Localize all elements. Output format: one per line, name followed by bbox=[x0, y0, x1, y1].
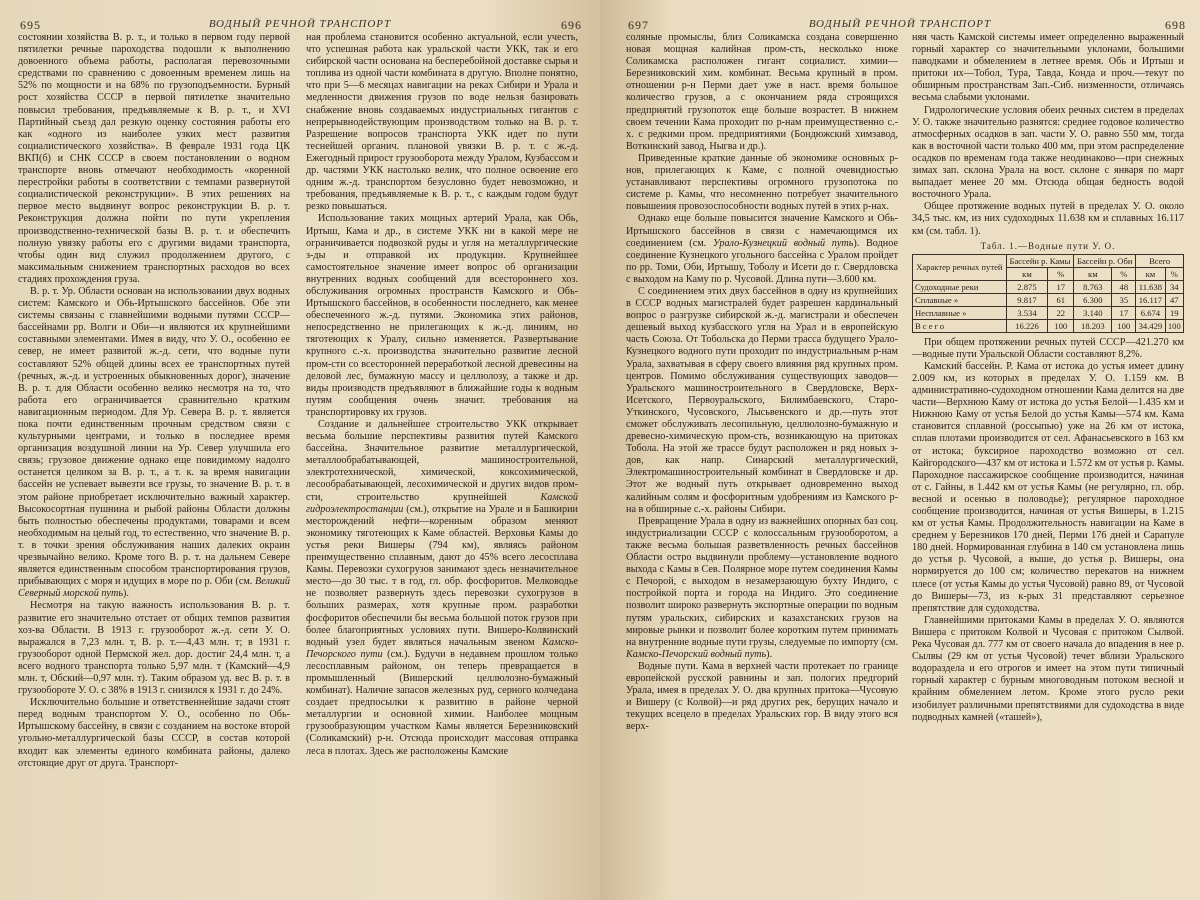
table-row: Судоходные реки 2.875 17 8.763 48 11.638 34 bbox=[913, 280, 1184, 293]
table-header-group: Бассейн р. Камы bbox=[1006, 254, 1074, 267]
italic-term: Урало-Кузнецкий водный путь bbox=[712, 237, 854, 249]
paragraph: ная проблема становится особенно актуальной, если учесть, что успешная работа как уральской части УКК, так и его сибирской части основана на бесперебойной доставке сырья и топлива из одной части комбината в другую. Вполне понятно, что при 5—6 месяцах навигации на реках Сибири и Урала и медленности движения грузов по воде нельзя базировать снабжение вновь создаваемых индустриальных гигантов с непрерывнодействующим производством только на В. р. т. Разрешение вопросов транспорта УКК идет по пути теснейшей органич. плановой увязки В. р. т. с ж.-д. Ежегодный прирост грузооборота между Уралом, Кузбассом и др. частями УКК настолько велик, что полное освоение его одним ж.-д. транспортом безусловно будет невозможно, и требования, предъявляемые к В. р. т., с каждым годом будут резко повышаться. bbox=[306, 32, 578, 213]
paragraph: Создание и дальнейшее строительство УКК открывает весьма большие перспективы развития путей Камского бассейна. Значительное развитие металлургической, металлообрабатывающей, машиностроительной, электротехнической, химической, коксохимической, лесообрабатывающей, лесохимической и других видов пром-сти, строительство крупнейшей Камской гидроэлектростанции (см.), открытие на Урале и в Башкирии месторождений нефти—коренным образом меняют экономику тяготеющих к Каме областей. Верховья Камы до устья реки Вишеры (794 км), являясь районом преимущественно сплавным, дают до 45% всего лесосплава Камы. Перевозки сухогрузов занимают здесь незначительное место—до 30 тыс. т в год, гл. обр. фосфоритов. Мелководье не позволяет развернуть здесь перевозки сухогрузов в больших размерах, хотя крупные пром. разработки фосфоритов обеспечили бы весьма большой поток грузов при более благоприятных условиях пути. Вишеро-Колвинский водный узел будет являться начальным звеном Камско-Печорского пути (см.). Будучи в недавнем прошлом только лесосплавным районом, он теперь превращается в промышленный (Вишерский целлюлозно-бумажный комбинат). Наличие запасов железных руд, серного колчедана создает предпосылки к развитию в районе черной металлургии и основной химии. Наиболее мощным грузообразующим участком Камы является Березниковский (Соликамский) р-н. Отсюда происходит массовая отправка леса в плотах. Здесь же расположены Камские bbox=[306, 419, 578, 757]
table-total-row: Всего 16.226 100 18.203 100 34.429 100 bbox=[913, 319, 1184, 332]
right-page-column-1 bbox=[626, 32, 898, 890]
table-header-group: Бассейн р. Оби bbox=[1074, 254, 1136, 267]
italic-term: Камской гидроэлектростанции bbox=[306, 491, 578, 515]
paragraph: С соединением этих двух бассейнов в одну из крупнейших в СССР водных магистралей будет разрешен кардинальный вопрос о разгрузке сибирской ж.-д. магистрали и обеспечен дешевый выход кузбасского угля на Урал и в европейскую часть Союза. От Тобольска до Перми трасса будущего Урало-Кузнецкого водного пути проходит по индустриальным р-нам Урала, захватывая в сферу своего влияния ряд крупных пром. центров. Помимо обслуживания существующих заводов—Уральского машиностроительного в Свердловске, Верх-Исетского, Первоуральского, Билимбаевского, Старо-Уткинского, Чусовского, Лысьвенского и др.—путь этот сможет обслуживать лесопильную, целлюлозно-бумажную и древесно-химическую пром-сть, возникающую на притоках Тобола. На этой же трассе будут расположен и ряд новых з-дов, как напр. Синарский металлургический, Электромашиностроительный комбинат в Свердловске и др. Этот же водный путь открывает одновременно выход калийным солям и фосфоритным удобрениям из Камского р-на в обширные с.-х. районы Сибири. bbox=[626, 285, 898, 515]
waterways-table bbox=[912, 254, 1184, 333]
paragraph: При общем протяжении речных путей СССР—421.270 км—водные пути Уральской Области составляют 8,2%. bbox=[912, 336, 1184, 360]
paragraph: Несмотря на такую важность использования В. р. т. развитие его значительно отстает от общих темпов развития хоз-ва Области. В 1913 г. грузооборот ж.-д. сети У. О. выражался в 7,23 млн. т, В. р. т.—4,43 млн. т; в 1931 г. грузооборот одной Пермской жел. дор. достиг 24,4 млн. т, а всего водного транспорта только 5,97 млн. т (Камский—4,9 млн. т, Обский—0,97 млн. т). Таким образом уд. вес В. р. т. в грузообороте У. О. с 38% в 1913 г. снизился к 1931 г. до 24%. bbox=[18, 600, 290, 697]
paragraph: Превращение Урала в одну из важнейших опорных баз соц. индустриализации СССР с колоссальным грузооборотом, а также весьма большая разветвленность речных бассейнов Области остро выдвинули проблему—установление водного выхода с Камы в Сев. Полярное море путем соединения Камы с Печорой, с выходом в незамерзающую бухту Индиго, с постройкой порта и города на Индиго. Это соединение позволит широко развернуть экспортные операции по водным путям уральских, сибирских и казахстанских грузов на мировые рынки и позволит более коротким путем принимать на внутренние водные пути грузы, следуемые по импорту (см. Камско-Печорский водный путь). bbox=[626, 515, 898, 660]
right-page bbox=[600, 0, 1200, 900]
italic-term: Великий Северный морской путь bbox=[18, 576, 290, 600]
paragraph: соляные промыслы, близ Соликамска создана совершенно новая мощная калийная пром-сть, несколько ниже Соликамска расположен гигант социалист. химии—Березниковский хим. комбинат. Весьма крупный в пром. отношении р-н Перми дает уже в наст. время большое количество грузов, а с окончанием ряда строящихся предприятий грузопоток еще больше возрастет. В нижнем своем течении Кама проходит по р-нам преимущественно с.-х. с редкими пром. предприятиями (Бондюжский химзавод, Воткинский завод, Ныгва и др.). bbox=[626, 32, 898, 152]
left-page-column-1 bbox=[18, 32, 290, 890]
table-header-group: Всего bbox=[1136, 254, 1184, 267]
paragraph: состоянии хозяйства В. р. т., и только в первом году первой пятилетки речные пароходства подошли к выполнению довоенного объема работы, располагая перевозочными средствами по сравнению с довоенным временем лишь на 52% по мощности и на 68% по грузоподъемности. Бурный рост хозяйства СССР в первой пятилетке значительно повысил требования, предъявляемые к В. р. т., и XVI Партийный съезд дал резкую оценку состояния работы его как «одного из наиболее узких мест развития социалистического хозяйства». В феврале 1931 года ЦК ВКП(б) и СНК СССР в своем постановлении о водном транспорте вновь отмечают необходимость «коренной перестройки работы в соответствии с темпами развернутой социалистической реконструкции». В этих решениях на первое место выдвинут вопрос реконструкции В. р. т. Реконструкция должна пойти по пути укрепления производственно-технической базы В. р. т. и обеспечить полную увязку работы его с другими видами транспорта, чтобы один вид служил продолжением другого, с максимальным снижением транспортных расходов во всех стадиях прохождения груза. bbox=[18, 32, 290, 285]
paragraph: Однако еще больше повысится значение Камского и Обь-Иртышского бассейнов в связи с намечающимся их соединением (см. Урало-Кузнецкий водный путь). Водное соединение Кузнецкого угольного бассейна с Уралом пройдет по рр. Томи, Оби, Иртышу, Тоболу и Исети до г. Свердловска с выходом на Каму по р. Чусовой. Длина пути—3.600 км. bbox=[626, 213, 898, 285]
italic-term: Камско-Печорского пути bbox=[306, 636, 578, 660]
unit-header: % bbox=[1165, 267, 1183, 280]
table-row: Сплавные » 9.817 61 6.300 35 16.117 47 bbox=[913, 293, 1184, 306]
paragraph: Приведенные краткие данные об экономике основных р-нов, прилегающих к Каме, с полной очевидностью устанавливают перспективы огромного грузопотока по системе р. Камы, что несомненно потребует значительного повышения провозоспособности водных путей в этих р-нах. bbox=[626, 152, 898, 213]
unit-header: % bbox=[1048, 267, 1074, 280]
table-caption: Табл. 1.—Водные пути У. О. bbox=[980, 240, 1116, 251]
running-title-right: ВОДНЫЙ РЕЧНОЙ ТРАНСПОРТ bbox=[808, 18, 992, 30]
page-number-697: 697 bbox=[628, 18, 649, 32]
page-number-698: 698 bbox=[1165, 18, 1186, 32]
left-page-column-2 bbox=[306, 32, 578, 890]
running-title-left: ВОДНЫЙ РЕЧНОЙ ТРАНСПОРТ bbox=[208, 18, 392, 30]
paragraph: В. р. т. Ур. Области основан на использовании двух водных систем: Камского и Обь-Иртышского бассейнов. Обе эти системы связаны с главнейшими водными путями СССР—бассейнами рр. Волги и Оби—и являются их крупнейшими составными элементами. Имея в виду, что У. О., особенно ее север, не имеет развитой ж.-д. сети, что водные пути составляют 52% общей длины всех ее транспортных путей (речных, ж.-д. и устроенных обыкновенных дорог), значение В. р. т. для Области особенно велико несмотря на то, что работа его ограничивается сравнительно кратким навигационным периодом. Для Ур. Севера В. р. т. является пока почти единственным прочным средством связи с культурными центрами, и только в последнее время организация воздушной линии на Ур. Север улучшила его связь; грузовое движение однако еще повидимому надолго останется целиком за В. р. т., а т. к. за время навигации бассейн не успевает вывезти все грузы, то значение В. р. т. в этом районе приобретает исключительно важный характер. Высокосортная пушнина и рыбой районы Области должны быть полностью обеспечены продуктами, товарами и всем необходимым на целый год, то естественно, что значение В. р. т. в точки зрения обслуживания наших далеких окраин чрезвычайно велико. Кроме того В. р. т. на дальнем Севере является единственным способом транспортирования грузов, прибывающих с моря и идущих в море по р. Оби (см. Великий Северный морской путь). bbox=[18, 285, 290, 600]
paragraph: Главнейшими притоками Камы в пределах У. О. являются Вишера с притоком Колвой и Чусовая с притоком Сылвой. Река Чусовая дл. 777 км от своего начала до впадения в нее р. Сылвы (29 км от устья Чусовой) течет вблизи Уральского водораздела и его отрогов и имеет на этом пути типичный горный характер с бурным многоводным потоком весной и крайним обмелением летом. Кроме этого русло реки изобилует различными препятствиями для судоходства в виде подводных камней («ташей»), bbox=[912, 614, 1184, 723]
page-number-696: 696 bbox=[561, 18, 582, 32]
table-header-type: Характер речных путей bbox=[913, 254, 1007, 280]
unit-header: км bbox=[1136, 267, 1165, 280]
unit-header: км bbox=[1074, 267, 1112, 280]
paragraph: няя часть Камской системы имеет определенно выраженный горный характер со значительными уклонами, большими паводками и обмелением в летнее время. Обь и Иртыш и притоки их—Тобол, Тура, Тавда, Конда и проч.—текут по обширным пространствам Зап.-Сиб. низменности, отличаясь весьма слабыми уклонами. bbox=[912, 32, 1184, 104]
unit-header: % bbox=[1112, 267, 1136, 280]
italic-term: Камско-Печорский водный путь bbox=[626, 648, 767, 660]
right-page-column-2 bbox=[912, 32, 1184, 890]
table-row: Несплавные » 3.534 22 3.140 17 6.674 19 bbox=[913, 306, 1184, 319]
paragraph: Общее протяжение водных путей в пределах У. О. около 34,5 тыс. км, из них судоходных 11.638 км и сплавных 16.117 км (см. табл. 1). bbox=[912, 201, 1184, 237]
page-number-695: 695 bbox=[20, 18, 41, 32]
paragraph: Камский бассейн. Р. Кама от истока до устья имеет длину 2.009 км, из которых в пределах У. О. 1.159 км. В административно-судоходном отношении Кама делится на две части—Верхнюю Каму от истока до устья Белой—1.435 км и Нижнюю Каму от устья Белой до устья Камы—574 км. Кама становится сплавной (россыпью) уже на 26 км от истока, сплав плотами производится от сел. Афанасьевского в 163 км от истока; буксирное пароходство возможно от сел. Кайгородского—437 км от истока и 1.572 км от устья р. Камы. Пароходное пассажирское сообщение производится, начиная от с. Гайны, в 1.442 км от устья Камы (не регулярно, гл. обр. весной и осенью в половодье); регулярное пароходное сообщение производится, начиная от устья Вишеры, в 1.215 км от устья Камы. Продолжительность навигации на Каме в среднем у Березников 170 дней, Перми 176 дней и Сарапуле 180 дней. Нормированная глубина в 140 см установлена лишь до устья р. Чусовой, а выше, до устья р. Вишеры, она нормируется до 100 см; количество перекатов на нижнем плесе (от устья Камы до устья Чусовой) равно 89, от Чусовой до Вишеры—73, из к-рых 31 представляют серьезное препятствие для судоходства. bbox=[912, 360, 1184, 614]
unit-header: км bbox=[1006, 267, 1048, 280]
paragraph: Гидрологические условия обеих речных систем в пределах У. О. также значительно разнятся: среднее годовое количество атмосферных осадков в зап. части У. О. равно 550 мм, тогда как в восточной части только 400 мм, при этом распределение осадков по временам года также неодинаково—при снежных зимах зап. склона Урала на вост. склоне с января по март выпадает менее 20 мм. Отсюда общая бедность водой восточного Урала. bbox=[912, 104, 1184, 201]
paragraph: Использование таких мощных артерий Урала, как Обь, Иртыш, Кама и др., в системе УКК ни в какой мере не ограничивается подвозкой руды и угля на металлургические з-ды и отправкой их продукции. Крупнейшее самостоятельное значение имеет вопрос об организации внутренних водных сообщений для всестороннего хоз. обслуживания огромных пространств Камского и Обь-Иртышского бассейнов, в особенности последнего, как менее обеспеченного ж.-д. путями. Экономика этих районов, непосредственно не прилегающих к ж.-д. линиям, но тяготеющих к Уралу, сильно изменяется. Развертывание крупного с.-х. производства значительно развитие лесной пром-сти со всесторонней переработкой лесной древесины на деловой лес, бумажную массу и целлюлозу, а также и др. виды производств предъявляют в ближайшие годы к водным путям сообщения очень значит. требования на транспортировку их грузов. bbox=[306, 213, 578, 418]
paragraph: Исключительно большие и ответственнейшие задачи стоят перед водным транспортом У. О., особенно по Обь-Иртышскому бассейну, в связи с созданием на востоке второй угольно-металлургической базы СССР, в состав которой входит как элементы единого комбината районы, далеко отстоящие друг от друга. Транспорт- bbox=[18, 697, 290, 769]
paragraph: Водные пути. Кама в верхней части протекает по границе европейской русской равнины и зап. пологих предгорий Урала, имея в пределах У. О. два крупных притока—Чусовую и Вишеру (с Колвой)—и ряд других рек, берущих начало и текущих всецело в пределах Уральских гор. В виду этого вся верх- bbox=[626, 660, 898, 733]
